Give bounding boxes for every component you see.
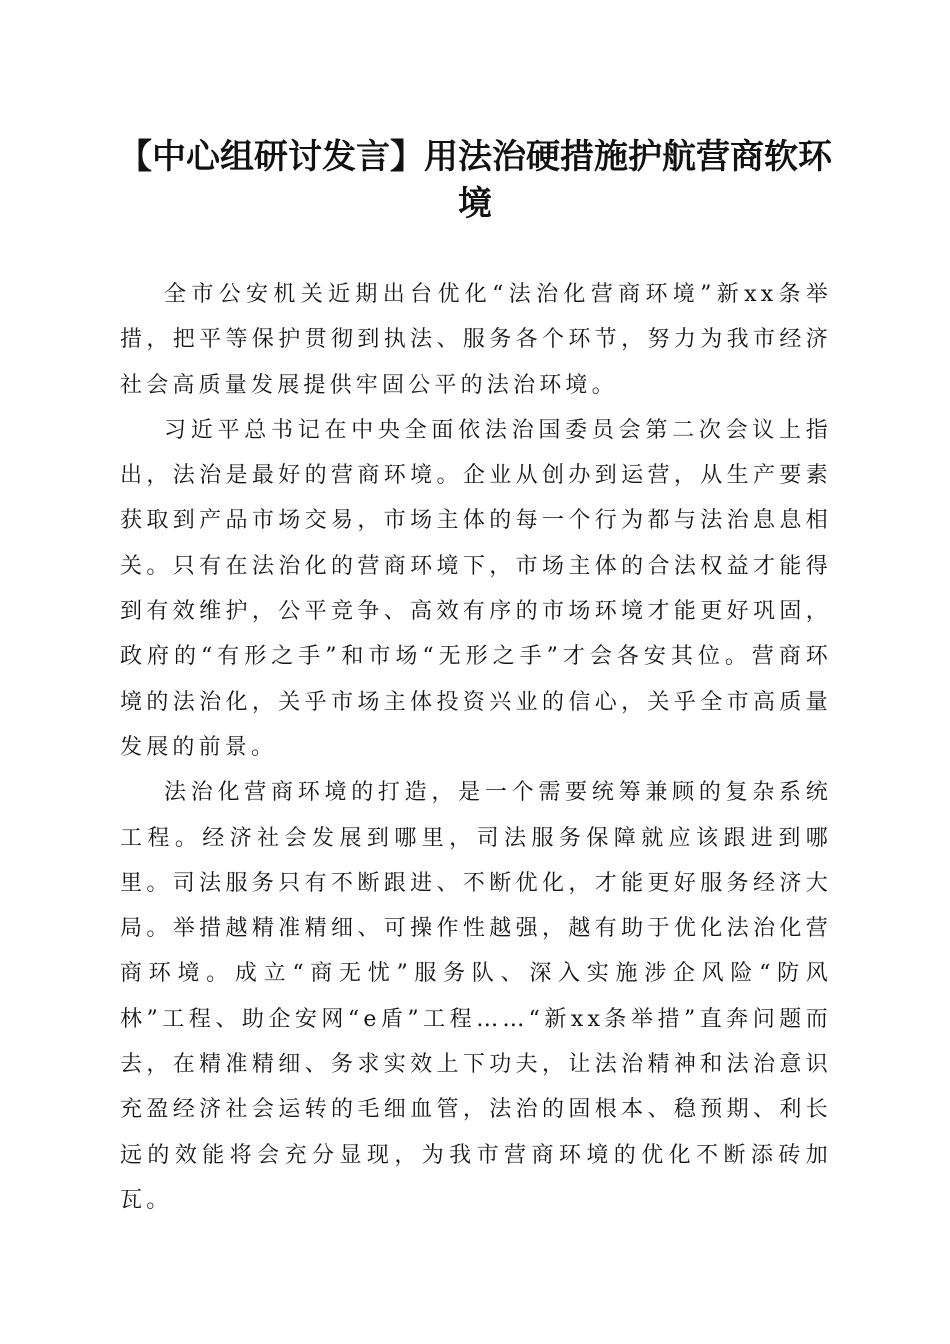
body-paragraph: 习近平总书记在中央全面依法治国委员会第二次会议上指出，法治是最好的营商环境。企业从创办到运营，从生产要素获取到产品市场交易，市场主体的每一个行为都与法治息息相关。只有在法治化的营商环境下，市场主体的合法权益才能得到有效维护，公平竞争、高效有序的市场环境才能更好巩固，政府的“有形之手”和市场“无形之手”才会各安其位。营商环境的法治化，关乎市场主体投资兴业的信心，关乎全市高质量发展的前景。 — [120, 417, 832, 760]
document-body — [120, 272, 832, 1223]
document-title: 【中心组研讨发言】用法治硬措施护航营商软环境 — [118, 137, 832, 224]
body-paragraph: 全市公安机关近期出台优化“法治化营商环境”新xx条举措，把平等保护贯彻到执法、服务各个环节，努力为我市经济社会高质量发展提供牢固公平的法治环境。 — [120, 282, 832, 398]
body-paragraph: 法治化营商环境的打造，是一个需要统筹兼顾的复杂系统工程。经济社会发展到哪里，司法服务保障就应该跟进到哪里。司法服务只有不断跟进、不断优化，才能更好服务经济大局。举措越精准精细、可操作性越强，越有助于优化法治化营商环境。成立“商无忧”服务队、深入实施涉企风险“防风林”工程、助企安网“e盾”工程……“新xx条举措”直奔问题而去，在精准精细、务求实效上下功夫，让法治精神和法治意识充盈经济社会运转的毛细血管，法治的固根本、稳预期、利长远的效能将会充分显现，为我市营商环境的优化不断添砖加瓦。 — [120, 780, 832, 1213]
